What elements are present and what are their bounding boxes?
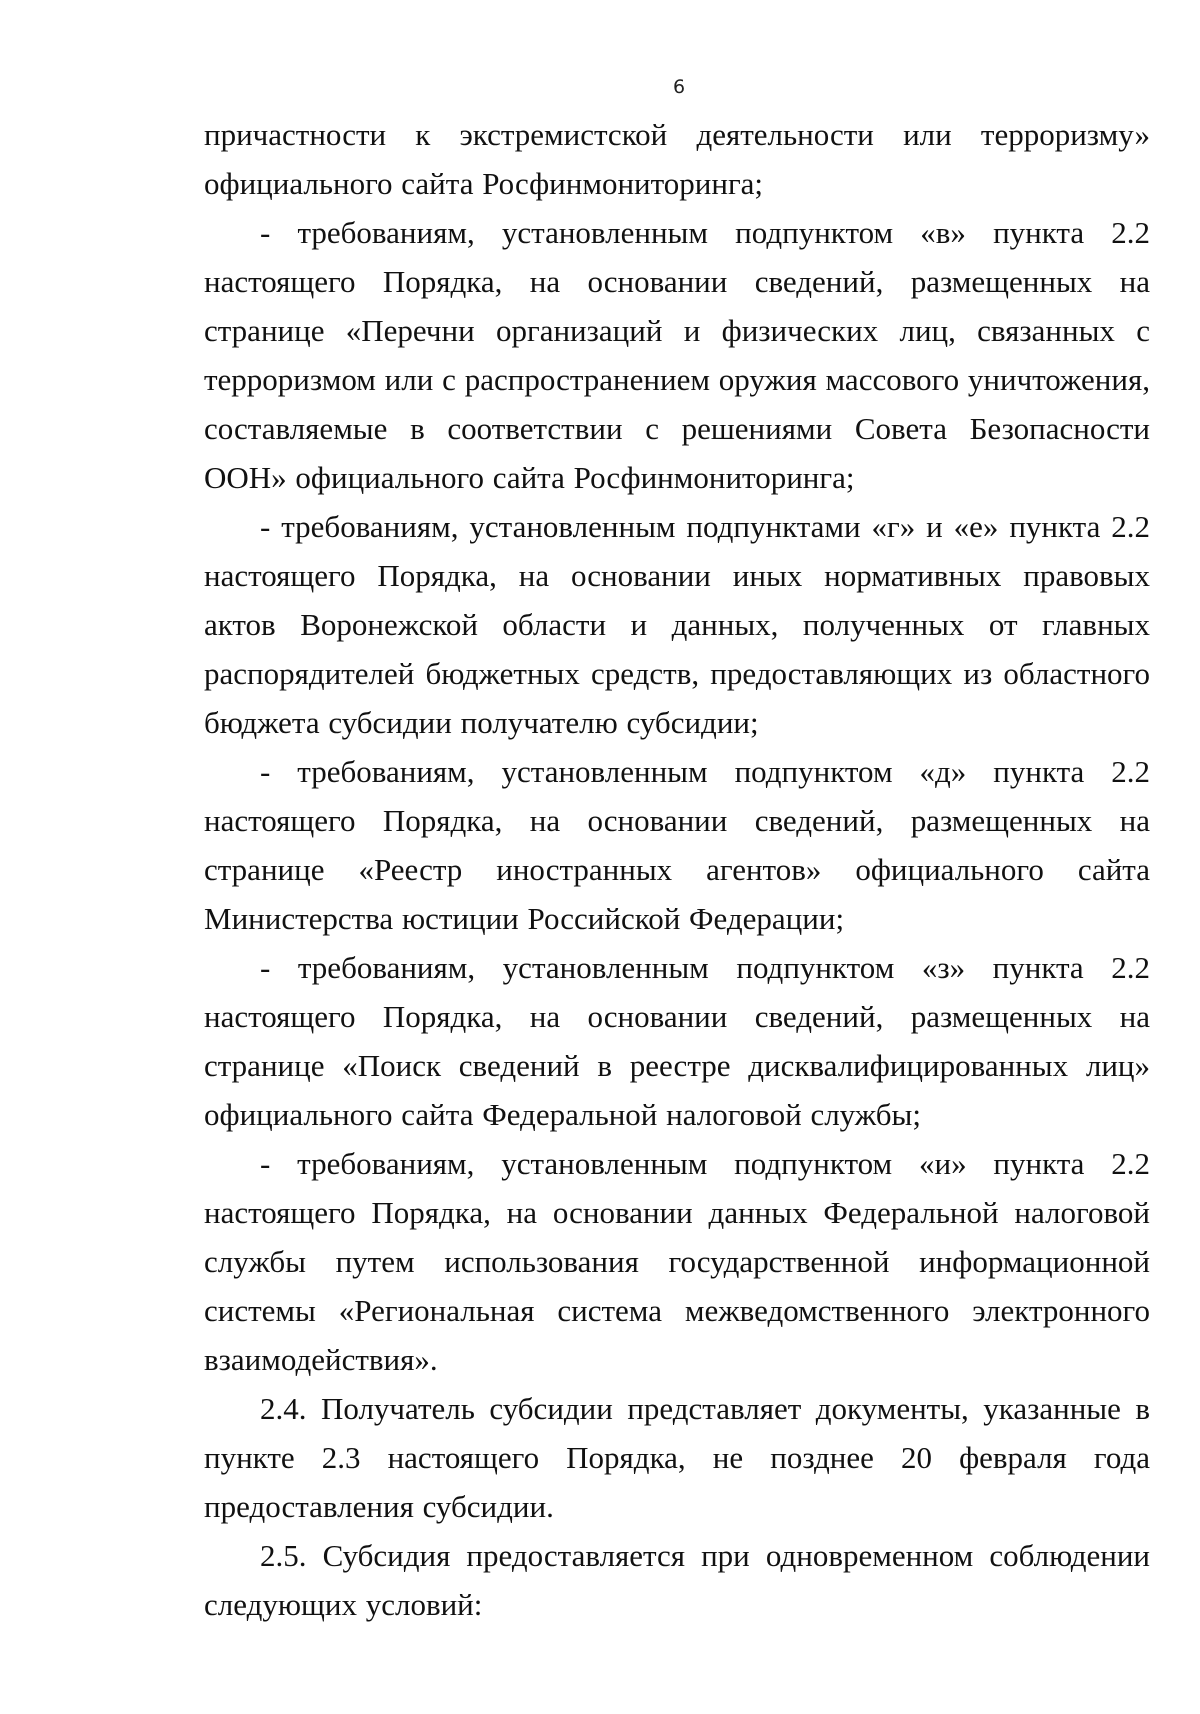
paragraph-continuation: причастности к экстремистской деятельности или терроризму» официального сайта Росфинмониторинга; xyxy=(204,117,1150,201)
document-body xyxy=(204,110,1150,1629)
paragraph-requirement-i: - требованиям, установленным подпунктом «и» пункта 2.2 настоящего Порядка, на основании данных Федеральной налоговой службы путем использования государственной информационной системы «Региональная система межведомственного электронного взаимодействия». xyxy=(204,1146,1150,1377)
paragraph-2-5: 2.5. Субсидия предоставляется при одновременном соблюдении следующих условий: xyxy=(204,1538,1150,1622)
paragraph-requirement-g-e: - требованиям, установленным подпунктами «г» и «е» пункта 2.2 настоящего Порядка, на основании иных нормативных правовых актов Воронежской области и данных, полученных от главных распорядителей бюджетных средств, предоставляющих из областного бюджета субсидии получателю субсидии; xyxy=(204,509,1150,740)
page-number: 6 xyxy=(672,76,686,98)
paragraph-2-4: 2.4. Получатель субсидии представляет документы, указанные в пункте 2.3 настоящего Порядка, не позднее 20 февраля года предоставления субсидии. xyxy=(204,1391,1150,1524)
paragraph-requirement-d: - требованиям, установленным подпунктом «д» пункта 2.2 настоящего Порядка, на основании сведений, размещенных на странице «Реестр иностранных агентов» официального сайта Министерства юстиции Российской Федерации; xyxy=(204,754,1150,936)
paragraph-requirement-v: - требованиям, установленным подпунктом «в» пункта 2.2 настоящего Порядка, на основании сведений, размещенных на странице «Перечни организаций и физических лиц, связанных с терроризмом или с распространением оружия массового уничтожения, составляемые в соответствии с решениями Совета Безопасности ООН» официального сайта Росфинмониторинга; xyxy=(204,215,1150,495)
paragraph-requirement-z: - требованиям, установленным подпунктом «з» пункта 2.2 настоящего Порядка, на основании сведений, размещенных на странице «Поиск сведений в реестре дисквалифицированных лиц» официального сайта Федеральной налоговой службы; xyxy=(204,950,1150,1132)
